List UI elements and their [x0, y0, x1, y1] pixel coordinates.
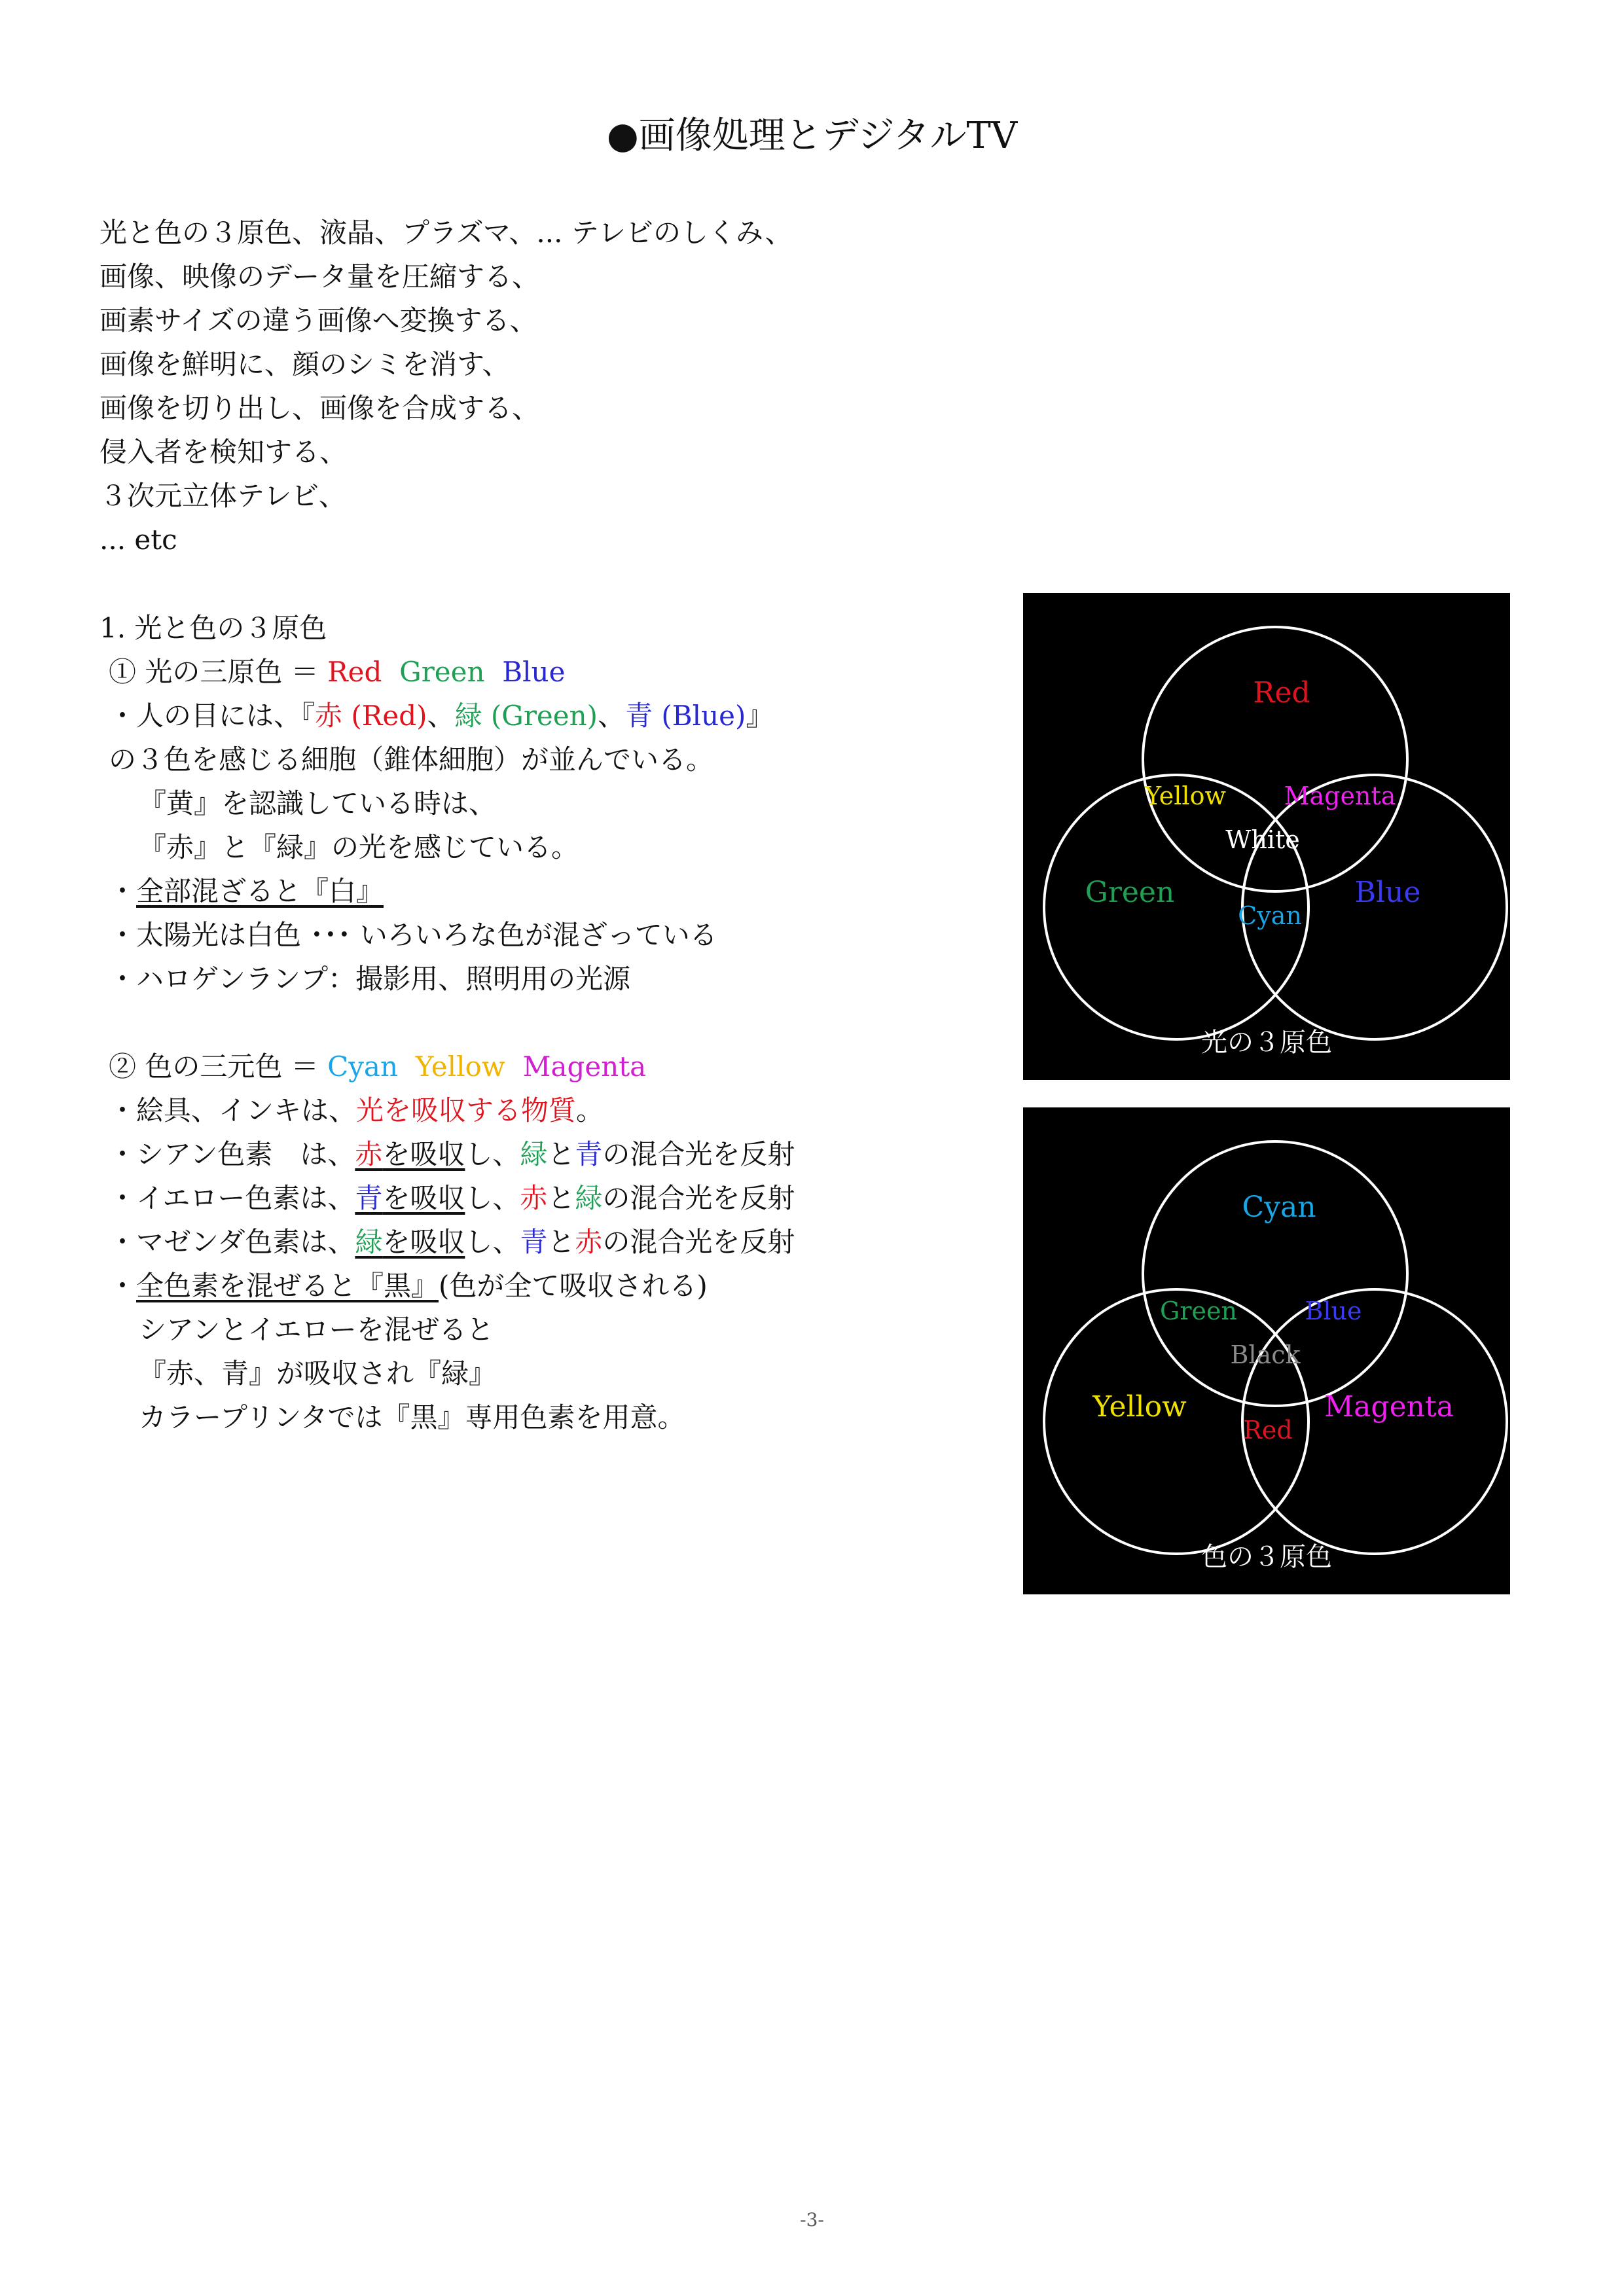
mag-c1: 青 — [520, 1226, 548, 1258]
label-green: Green — [1085, 876, 1175, 909]
label-blue: Blue — [1305, 1297, 1362, 1325]
cyan-post: の混合光を反射 — [602, 1138, 795, 1170]
cyan-mid: し、 — [465, 1138, 520, 1170]
page-number: -3- — [800, 2209, 824, 2231]
eye-blue: 青 (Blue) — [625, 700, 746, 732]
mag-pre: ・マゼンダ色素は、 — [109, 1226, 355, 1258]
yel-absorb-text: を吸収 — [382, 1182, 465, 1214]
color-head-label: ② 色の三元色 ＝ — [109, 1050, 319, 1083]
eye-green: 緑 (Green) — [454, 700, 598, 732]
light-primaries-heading — [99, 650, 795, 694]
yel-pre: ・イエロー色素は、 — [109, 1182, 355, 1214]
intro-line: 画像を鮮明に、顔のシミを消す、 — [99, 348, 510, 380]
color-yellow: Yellow — [415, 1050, 505, 1083]
label-red: Red — [1243, 1416, 1293, 1444]
intro-line: 画像を切り出し、画像を合成する、 — [99, 392, 540, 424]
cyan-and: と — [547, 1138, 575, 1170]
mag-mid: し、 — [465, 1226, 520, 1258]
sun-line: ・太陽光は白色 ･･･ いろいろな色が混ざっている — [109, 919, 717, 951]
bullet: ・ — [109, 1270, 137, 1302]
yel-mid: し、 — [465, 1182, 520, 1214]
yel-absorb-color: 青 — [355, 1182, 383, 1214]
mag-absorb-color: 緑 — [355, 1226, 383, 1258]
paint-pre: ・絵具、インキは、 — [109, 1094, 357, 1126]
eye-sep: 、 — [427, 700, 455, 732]
light-red: Red — [327, 656, 382, 688]
section-primary-colors — [99, 606, 795, 1439]
section-heading: 1. 光と色の３原色 — [99, 612, 327, 644]
paint-post: 。 — [576, 1094, 604, 1126]
intro-line: ３次元立体テレビ、 — [99, 480, 346, 512]
spacer — [99, 1001, 795, 1045]
yel-and: と — [547, 1182, 575, 1214]
cyan-c1: 緑 — [520, 1138, 548, 1170]
magenta-pigment-line — [99, 1220, 795, 1264]
label-magenta: Magenta — [1284, 781, 1396, 810]
label-black: Black — [1230, 1340, 1301, 1369]
light-primaries-diagram — [1023, 593, 1510, 1080]
intro-line: 画素サイズの違う画像へ変換する、 — [99, 304, 537, 336]
intro-line: ... etc — [99, 524, 177, 556]
yel-c1: 赤 — [520, 1182, 548, 1214]
cyan-pigment-line — [99, 1132, 795, 1176]
paint-highlight: 光を吸収する物質 — [356, 1094, 577, 1126]
venn-color — [1023, 1107, 1510, 1594]
printer-line: カラープリンタでは『黒』専用色素を用意。 — [139, 1401, 685, 1433]
label-white: White — [1225, 825, 1300, 854]
mag-absorb — [355, 1226, 465, 1258]
label-green: Green — [1160, 1297, 1237, 1325]
cy-result-line: 『赤、青』が吸収され『緑』 — [139, 1357, 497, 1390]
mag-c2: 赤 — [575, 1226, 603, 1258]
color-magenta: Magenta — [522, 1050, 647, 1083]
light-blue: Blue — [502, 656, 566, 688]
light-green: Green — [399, 656, 485, 688]
intro-line: 侵入者を検知する、 — [99, 436, 348, 468]
mix-line — [99, 869, 795, 913]
cyan-pre: ・シアン色素 は、 — [109, 1138, 355, 1170]
mag-and: と — [547, 1226, 575, 1258]
eye-pre: ・人の目には、『 — [109, 700, 316, 732]
yel-post: の混合光を反射 — [602, 1182, 795, 1214]
intro-list — [99, 211, 792, 562]
label-cyan: Cyan — [1238, 901, 1302, 930]
color-primaries-heading — [99, 1045, 795, 1088]
label-cyan: Cyan — [1242, 1191, 1316, 1224]
color-primaries-diagram — [1023, 1107, 1510, 1594]
yellow-note: 『黄』を認識している時は、 — [139, 787, 497, 819]
mag-post: の混合光を反射 — [602, 1226, 795, 1258]
eye-line — [99, 694, 795, 738]
label-magenta: Magenta — [1324, 1390, 1454, 1424]
label-red: Red — [1253, 676, 1310, 709]
light-head-label: ① 光の三原色 ＝ — [109, 656, 319, 688]
yellow-pigment-line — [99, 1176, 795, 1220]
cy-mix-line: シアンとイエローを混ぜると — [139, 1314, 494, 1346]
color-cyan: Cyan — [327, 1050, 399, 1083]
cyan-absorb-color: 赤 — [355, 1138, 383, 1170]
bullet: ・ — [109, 875, 137, 907]
label-yellow: Yellow — [1092, 1390, 1187, 1424]
label-yellow: Yellow — [1145, 781, 1226, 810]
venn-light — [1023, 593, 1510, 1080]
yel-absorb — [355, 1182, 465, 1214]
eye-red: 赤 (Red) — [315, 700, 427, 732]
diagram-caption: 光の３原色 — [1201, 1028, 1332, 1058]
all-pigments-post: (色が全て吸収される) — [439, 1270, 708, 1302]
mix-text: 全部混ざると『白』 — [136, 875, 384, 907]
eye-sep: 、 — [598, 700, 626, 732]
intro-line: 光と色の３原色、液晶、プラズマ、... テレビのしくみ、 — [99, 217, 793, 249]
mag-absorb-text: を吸収 — [382, 1226, 465, 1258]
cells-line: の３色を感じる細胞（錐体細胞）が並んでいる。 — [109, 744, 714, 776]
paint-line — [99, 1088, 795, 1132]
page-title: ●画像処理とデジタルTV — [606, 115, 1018, 157]
halogen-line: ・ハロゲンランプ：撮影用、照明用の光源 — [109, 963, 631, 995]
label-blue: Blue — [1354, 876, 1421, 909]
yel-c2: 緑 — [575, 1182, 603, 1214]
cyan-absorb — [355, 1138, 465, 1170]
cyan-c2: 青 — [575, 1138, 603, 1170]
intro-line: 画像、映像のデータ量を圧縮する、 — [99, 260, 540, 293]
rg-note: 『赤』と『緑』の光を感じている。 — [139, 831, 579, 863]
all-pigments-text: 全色素を混ぜると『黒』 — [136, 1270, 439, 1302]
eye-post: 』 — [746, 700, 774, 732]
diagram-caption: 色の３原色 — [1201, 1542, 1332, 1572]
all-pigments-line — [99, 1264, 795, 1308]
cyan-absorb-text: を吸収 — [382, 1138, 465, 1170]
